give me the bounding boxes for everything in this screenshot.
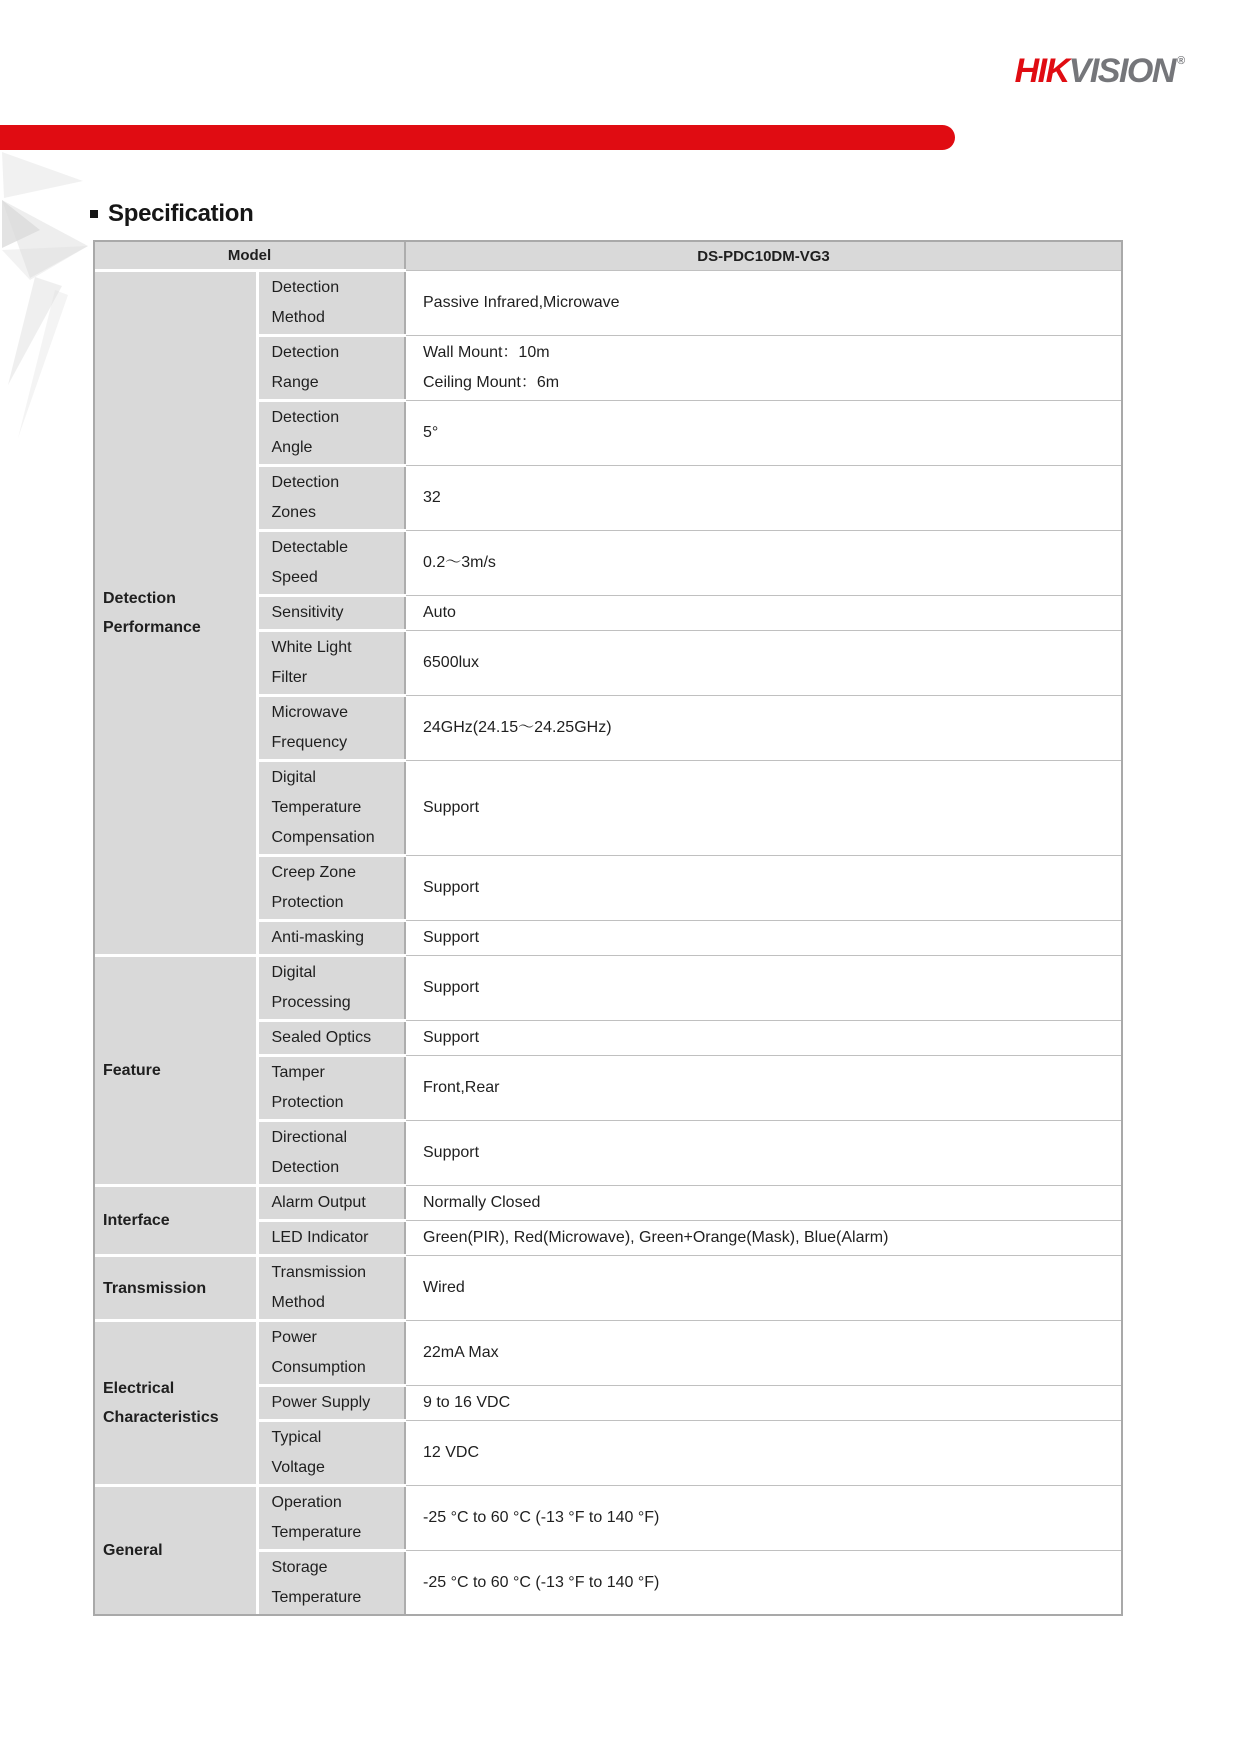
spec-row [95, 1186, 1121, 1221]
spec-value-cell: Support [405, 921, 1121, 956]
spec-value-cell: 22mA Max [405, 1321, 1121, 1386]
spec-label-cell: Detection Method [257, 271, 405, 336]
section-heading-text: Specification [108, 200, 254, 227]
spec-value-cell: Auto [405, 596, 1121, 631]
spec-label-cell: Detection Angle [257, 401, 405, 466]
spec-value-cell: 5° [405, 401, 1121, 466]
spec-row [95, 271, 1121, 336]
spec-value-cell: 12 VDC [405, 1421, 1121, 1486]
section-heading [90, 200, 253, 228]
spec-label-cell: Sensitivity [257, 596, 405, 631]
spec-label-cell: Detection Range [257, 336, 405, 401]
category-cell: Feature [95, 956, 257, 1186]
logo-hik-text: HIK [1014, 52, 1069, 90]
spec-value-cell: -25 °C to 60 °C (-13 °F to 140 °F) [405, 1486, 1121, 1551]
spec-label-cell: Digital Temperature Compensation [257, 761, 405, 856]
spec-row [95, 956, 1121, 1021]
hikvision-logo [1015, 52, 1185, 91]
bullet-square-icon [90, 210, 98, 218]
spec-value-cell: 0.2～3m/s [405, 531, 1121, 596]
spec-row [95, 1321, 1121, 1386]
spec-table-body [95, 271, 1121, 1615]
registered-trademark-icon: ® [1176, 55, 1185, 67]
spec-table [93, 240, 1123, 1616]
spec-label-cell: Operation Temperature [257, 1486, 405, 1551]
spec-label-cell: Alarm Output [257, 1186, 405, 1221]
spec-value-cell: -25 °C to 60 °C (-13 °F to 140 °F) [405, 1551, 1121, 1615]
spec-row [95, 1486, 1121, 1551]
spec-label-cell: Anti-masking [257, 921, 405, 956]
spec-value-cell: Front,Rear [405, 1056, 1121, 1121]
category-cell: Detection Performance [95, 271, 257, 956]
spec-label-cell: Power Consumption [257, 1321, 405, 1386]
arrow-decoration [0, 140, 100, 460]
table-header-row [95, 242, 1121, 271]
spec-label-cell: Tamper Protection [257, 1056, 405, 1121]
spec-label-cell: Detectable Speed [257, 531, 405, 596]
spec-label-cell: Typical Voltage [257, 1421, 405, 1486]
spec-value-cell: Support [405, 1021, 1121, 1056]
spec-label-cell: Directional Detection [257, 1121, 405, 1186]
red-accent-bar [0, 125, 955, 150]
spec-value-cell: Wired [405, 1256, 1121, 1321]
spec-value-cell: 6500lux [405, 631, 1121, 696]
spec-value-cell: Wall Mount：10m Ceiling Mount：6m [405, 336, 1121, 401]
category-cell: Electrical Characteristics [95, 1321, 257, 1486]
spec-value-cell: 32 [405, 466, 1121, 531]
spec-label-cell: Sealed Optics [257, 1021, 405, 1056]
spec-row [95, 1256, 1121, 1321]
category-cell: Interface [95, 1186, 257, 1256]
spec-label-cell: Power Supply [257, 1386, 405, 1421]
spec-label-cell: Detection Zones [257, 466, 405, 531]
spec-value-cell: Support [405, 856, 1121, 921]
model-number-cell: DS-PDC10DM-VG3 [405, 242, 1121, 271]
spec-value-cell: Support [405, 1121, 1121, 1186]
model-header-cell: Model [95, 242, 405, 271]
spec-value-cell: 24GHz(24.15～24.25GHz) [405, 696, 1121, 761]
spec-label-cell: Transmission Method [257, 1256, 405, 1321]
spec-value-cell: 9 to 16 VDC [405, 1386, 1121, 1421]
spec-label-cell: Creep Zone Protection [257, 856, 405, 921]
spec-label-cell: Microwave Frequency [257, 696, 405, 761]
spec-label-cell: White Light Filter [257, 631, 405, 696]
spec-value-cell: Support [405, 761, 1121, 856]
spec-label-cell: Storage Temperature [257, 1551, 405, 1615]
spec-value-cell: Normally Closed [405, 1186, 1121, 1221]
spec-value-cell: Green(PIR), Red(Microwave), Green+Orange(Mask), Blue(Alarm) [405, 1221, 1121, 1256]
logo-vision-text: VISION [1068, 52, 1175, 90]
spec-value-cell: Passive Infrared,Microwave [405, 271, 1121, 336]
category-cell: General [95, 1486, 257, 1615]
spec-label-cell: LED Indicator [257, 1221, 405, 1256]
spec-label-cell: Digital Processing [257, 956, 405, 1021]
category-cell: Transmission [95, 1256, 257, 1321]
spec-value-cell: Support [405, 956, 1121, 1021]
